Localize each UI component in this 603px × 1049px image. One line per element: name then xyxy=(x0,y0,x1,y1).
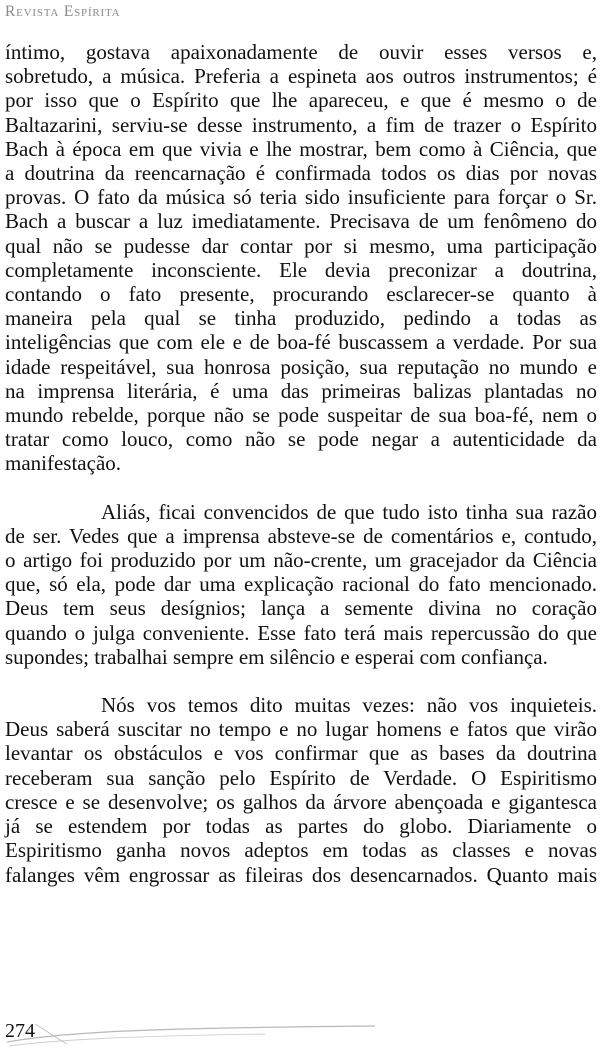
text-line: qual não se pudesse dar contar por si mesmo, uma participação xyxy=(5,233,597,258)
text-line: Deus saberá suscitar no tempo e no lugar homens e fatos que virão xyxy=(5,717,597,742)
text-line: tratar como louco, como não se pode negar a autenticidade da xyxy=(5,427,597,452)
page-body xyxy=(5,40,597,887)
paragraph-3 xyxy=(5,693,597,887)
paragraph-1 xyxy=(5,40,597,476)
text-line: provas. O fato da música só teria sido insuficiente para forçar o Sr. xyxy=(5,185,597,210)
text-line: Deus tem seus desígnios; lança a semente divina no coração xyxy=(5,596,597,621)
text-line: inteligências que com ele e de boa-fé buscassem a verdade. Por sua xyxy=(5,330,597,355)
text-line: contando o fato presente, procurando esclarecer-se quanto à xyxy=(5,282,597,307)
page-footer xyxy=(5,1020,385,1048)
text-line: Aliás, ficai convencidos de que tudo isto tinha sua razão xyxy=(101,499,597,524)
page-number: 274 xyxy=(5,1020,35,1042)
text-line: a doutrina da reencarnação é confirmada todos os dias por novas xyxy=(5,161,597,186)
running-header: Revista Espírita xyxy=(5,3,121,20)
text-line: íntimo, gostava apaixonadamente de ouvir esses versos e, xyxy=(5,40,597,64)
text-line: idade respeitável, sua honrosa posição, sua reputação no mundo e xyxy=(5,354,597,379)
text-line: de ser. Vedes que a imprensa absteve-se de comentários e, contudo, xyxy=(5,523,597,548)
text-line: falanges vêm engrossar as fileiras dos desencarnados. Quanto mais xyxy=(5,862,597,887)
text-line: que, só ela, pode dar uma explicação racional do fato mencionado. xyxy=(5,572,597,597)
text-line: na imprensa literária, é uma das primeiras balizas plantadas no xyxy=(5,378,597,403)
paragraph-2 xyxy=(5,500,597,669)
text-line: levantar os obstáculos e vos confirmar que as bases da doutrina xyxy=(5,741,597,766)
text-line: Baltazarini, serviu-se desse instrumento, a fim de trazer o Espírito xyxy=(5,112,597,137)
text-line: manifestação. xyxy=(5,451,122,476)
text-line: o artigo foi produzido por um não-crente, um gracejador da Ciência xyxy=(5,548,597,573)
text-line: Espiritismo ganha novos adeptos em todas as classes e novas xyxy=(5,838,597,863)
text-line: por isso que o Espírito que lhe apareceu, e que é mesmo o de xyxy=(5,88,597,113)
text-line: sobretudo, a música. Preferia a espineta aos outros instrumentos; é xyxy=(5,64,597,89)
text-line: já se estendem por todas as partes do globo. Diariamente o xyxy=(5,814,597,839)
text-line: Nós vos temos dito muitas vezes: não vos inquieteis. xyxy=(101,693,597,718)
text-line: Bach a buscar a luz imediatamente. Precisava de um fenômeno do xyxy=(5,209,597,234)
text-line: receberam sua sanção pelo Espírito de Verdade. O Espiritismo xyxy=(5,765,597,790)
text-line: maneira pela qual se tinha produzido, pedindo a todas as xyxy=(5,306,597,331)
text-line: Bach à época em que vivia e lhe mostrar, bem como à Ciência, que xyxy=(5,136,597,161)
text-line: mundo rebelde, porque não se pode suspeitar de sua boa-fé, nem o xyxy=(5,403,597,428)
text-line: supondes; trabalhai sempre em silêncio e esperai com confiança. xyxy=(5,644,548,669)
text-line: cresce e se desenvolve; os galhos da árvore abençoada e gigantesca xyxy=(5,789,597,814)
text-line: completamente inconsciente. Ele devia preconizar a doutrina, xyxy=(5,257,597,282)
decorative-swoosh-icon xyxy=(5,1020,385,1048)
text-line: quando o julga conveniente. Esse fato terá mais repercussão do que xyxy=(5,620,597,645)
